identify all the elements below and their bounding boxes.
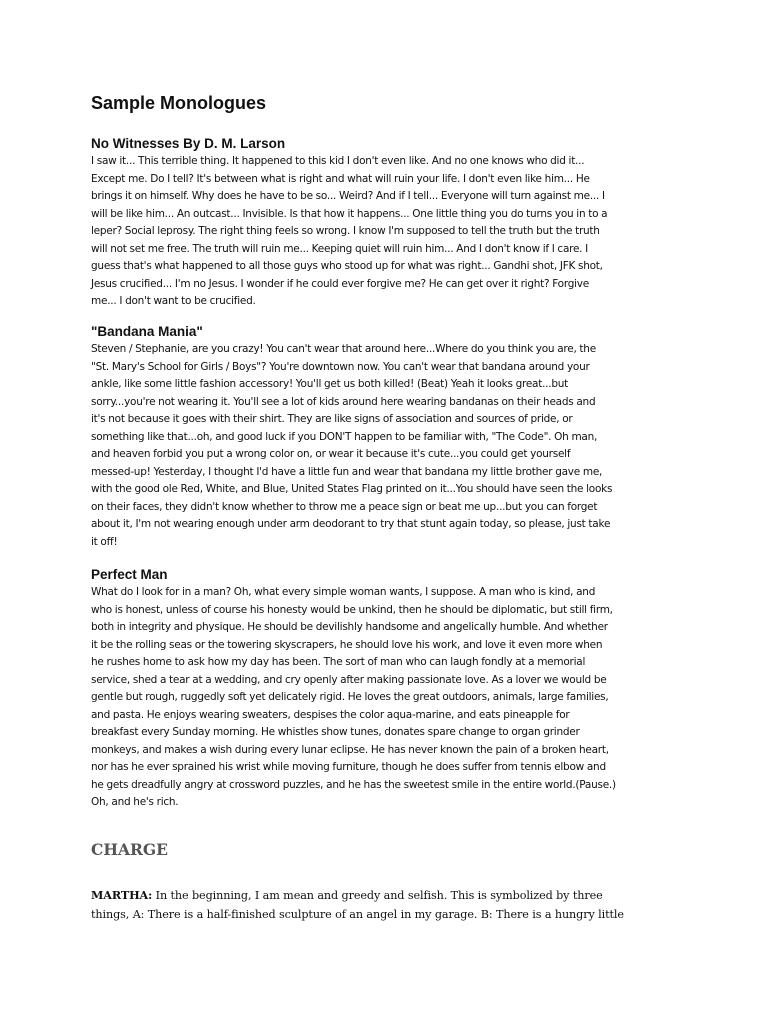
text-line: nor has he ever sprained his wrist while moving furniture, though he does suffer from tennis elbow and xyxy=(91,761,606,773)
text-line: he rushes home to ask how my day has been. The sort of man who can laugh fondly at a memorial xyxy=(91,656,586,668)
text-line: brings it on himself. Why does he have to be so... Weird? And if I tell... Everyone will turn against me... I xyxy=(91,190,605,202)
text-line: on their faces, they didn't know whether to throw me a peace sign or beat me up...but you can forget xyxy=(91,500,598,513)
text-line: both in integrity and physique. He should be devilishly handsome and angelically humble. And whether xyxy=(91,621,608,633)
speaker-name: MARTHA: xyxy=(91,888,153,902)
text-line: me... I don't want to be crucified. xyxy=(91,295,256,307)
text-line: it off! xyxy=(91,535,118,548)
text-line: Jesus crucified... I'm no Jesus. I wonder if he could ever forgive me? He can get over it right? Forgive xyxy=(91,277,589,290)
monologue-body xyxy=(91,584,691,812)
text-line: things, A: There is a half-finished sculpture of an angel in my garage. B: There is a hungry little xyxy=(91,908,624,921)
text-line: will be like him... An outcast... Invisible. Is that how it happens... One little thing you do turns you in to a xyxy=(91,207,608,220)
monologue-body xyxy=(91,153,691,311)
text-line: it be the rolling seas or the towering skyscrapers, he should love his work, and love it even more when xyxy=(91,638,603,651)
text-line: guess that's what happened to all those guys who stood up for what was right... Gandhi shot, JFK shot, xyxy=(91,260,603,272)
text-line: who is honest, unless of course his honesty would be unkind, then he should be diplomatic, but still firm, xyxy=(91,603,613,616)
charge-heading: CHARGE xyxy=(91,840,168,859)
text-line: messed-up! Yesterday, I thought I'd have a little fun and wear that bandana my little brother gave me, xyxy=(91,465,603,478)
monologue-body xyxy=(91,341,691,551)
text-line: Except me. Do I tell? It's between what is right and what will ruin your life. I don't even like him... He xyxy=(91,172,590,185)
text-line: will not set me free. The truth will ruin me... Keeping quiet will ruin him... And I don't know if I care. I xyxy=(91,242,588,255)
text-line: sorry...you're not wearing it. You'll see a lot of kids around here wearing bandanas on their heads and xyxy=(91,395,596,408)
speech-text: In the beginning, I am mean and greedy and selfish. This is symbolized by three xyxy=(152,889,603,902)
text-line: ankle, like some little fashion accessory! You'll get us both killed! (Beat) Yeah it looks great...but xyxy=(91,378,569,390)
text-line: I saw it... This terrible thing. It happened to this kid I don't even like. And no one knows who did it... xyxy=(91,155,585,167)
text-line xyxy=(91,886,691,905)
text-line: it's not because it goes with their shirt. They are like signs of association and sources of pride, or xyxy=(91,413,573,425)
monologue-bandana-mania xyxy=(91,323,691,551)
monologue-no-witnesses xyxy=(91,135,691,311)
text-line: service, shed a tear at a wedding, and cry openly after making passionate love. As a lover we would be xyxy=(91,673,607,686)
text-line: Steven / Stephanie, are you crazy! You can't wear that around here...Where do you think you are, the xyxy=(91,343,596,355)
monologue-heading: "Bandana Mania" xyxy=(91,324,203,339)
monologue-perfect-man xyxy=(91,566,691,812)
text-line: leper? Social leprosy. The right thing feels so wrong. I know I'm supposed to tell the truth but the truth xyxy=(91,225,600,237)
text-line: gentle but rough, ruggedly soft yet delicately rigid. He loves the great outdoors, animals, large families, xyxy=(91,691,609,703)
text-line: What do I look for in a man? Oh, what every simple woman wants, I suppose. A man who is kind, and xyxy=(91,586,596,598)
text-line: he gets dreadfully angry at crossword puzzles, and he has the sweetest smile in the entire world.(Pause.) xyxy=(91,778,616,791)
charge-monologue xyxy=(91,886,691,924)
text-line: monkeys, and makes a wish during every lunar eclipse. He has never known the pain of a broken heart, xyxy=(91,743,609,756)
monologue-heading: No Witnesses By D. M. Larson xyxy=(91,136,286,151)
text-line: about it, I'm not wearing enough under arm deodorant to try that stunt again today, so please, just take xyxy=(91,518,611,530)
text-line: with the good ole Red, White, and Blue, United States Flag printed on it...You should have seen the looks xyxy=(91,483,613,495)
text-line: breakfast every Sunday morning. He whistles show tunes, donates spare change to organ grinder xyxy=(91,726,580,738)
document-title: Sample Monologues xyxy=(91,93,267,113)
text-line: and heaven forbid you put a wrong color on, or wear it because it's cute...you could get yourself xyxy=(91,448,571,460)
text-line: "St. Mary's School for Girls / Boys"? You're downtown now. You can't wear that bandana around your xyxy=(91,360,590,373)
monologue-heading: Perfect Man xyxy=(91,567,168,582)
text-line: and pasta. He enjoys wearing sweaters, despises the color aqua-marine, and eats pineapple for xyxy=(91,708,570,721)
text-line: Oh, and he's rich. xyxy=(91,796,179,808)
text-line: something like that...oh, and good luck if you DON'T happen to be familiar with, "The Code". Oh man, xyxy=(91,430,598,443)
